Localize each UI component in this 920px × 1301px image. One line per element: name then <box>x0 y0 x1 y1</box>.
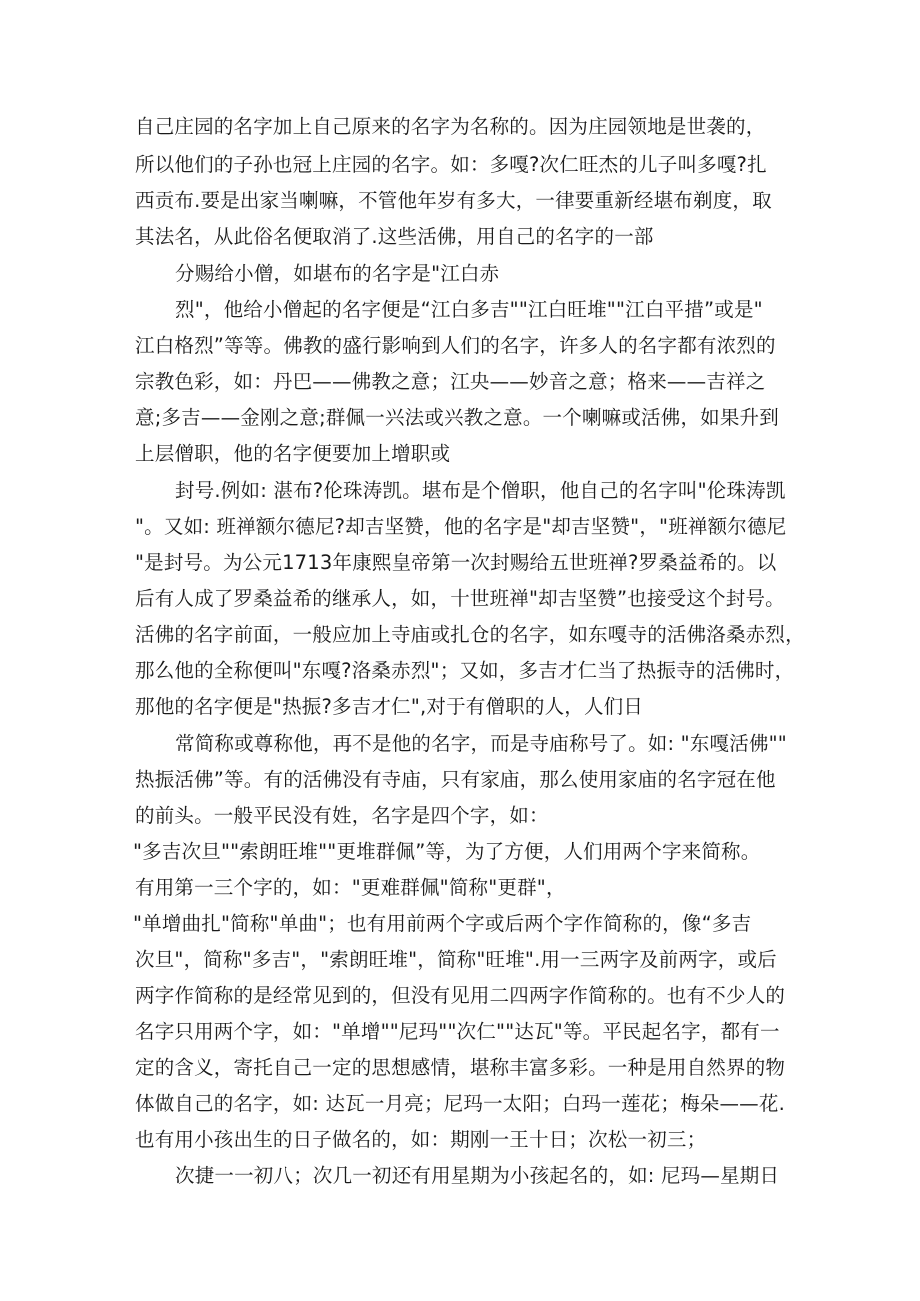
text-line: 那么他的全称便叫"东嘎?洛桑赤烈"；又如，多吉才仁当了热振寺的活佛时， <box>135 659 795 682</box>
text-line: 两字作简称的是经常见到的，但没有见用二四两字作简称的。也有不少人的 <box>135 984 786 1007</box>
text-line: 定的含义，寄托自己一定的思想感情，堪称丰富多彩。一种是用自然界的物 <box>135 1056 786 1079</box>
text-line: "是封号。为公元1713年康熙皇帝第一次封赐给五世班禅?罗桑益希的。以 <box>135 551 777 574</box>
text-line: 也有用小孩出生的日子做名的，如：期刚一王十日；次松一初三； <box>135 1128 707 1151</box>
text-line: 西贡布.要是出家当喇嘛，不管他年岁有多大，一律要重新经堪布剃度，取 <box>135 189 772 212</box>
text-line: 分赐给小僧，如堪布的名字是"江白赤 <box>175 262 500 285</box>
text-line: 烈"，他给小僧起的名字便是“江白多吉""江白旺堆""江白平措”或是" <box>175 298 763 321</box>
text-line: 那他的名字便是"热振?多吉才仁",对于有僧职的人，人们日 <box>135 695 644 718</box>
text-line: 次捷一一初八；次几一初还有用星期为小孩起名的，如: 尼玛—星期日 <box>175 1164 780 1187</box>
text-line: 体做自己的名字，如: 达瓦一月亮；尼玛一太阳；白玛一莲花；梅朵——花. <box>135 1092 785 1115</box>
text-line: 宗教色彩，如：丹巴——佛教之意；江央——妙音之意；格来——吉祥之 <box>135 370 766 393</box>
text-line: 上层僧职，他的名字便要加上增职或 <box>135 442 451 465</box>
text-line: 封号.例如: 湛布?伦珠涛凯。堪布是个僧职，他自己的名字叫"伦珠涛凯 <box>175 479 786 502</box>
text-line: 后有人成了罗桑益希的继承人，如，十世班禅"却吉坚赞”也接受这个封号。 <box>135 587 785 610</box>
text-line: 其法名，从此俗名便取消了.这些活佛，用自己的名字的一部 <box>135 225 654 248</box>
text-line: 活佛的名字前面，一般应加上寺庙或扎仓的名字，如东嘎寺的活佛洛桑赤烈， <box>135 623 805 646</box>
text-line: 自己庄园的名字加上自己原来的名字为名称的。因为庄园领地是世袭的， <box>135 115 766 138</box>
text-line: 热振活佛”等。有的活佛没有寺庙，只有家庙，那么使用家庙的名字冠在他 <box>135 768 776 791</box>
text-line: "。又如: 班禅额尔德尼?却吉坚赞，他的名字是"却吉坚赞"，"班禅额尔德尼 <box>135 515 787 538</box>
text-line: 所以他们的子孙也冠上庄园的名字。如：多嘎?次仁旺杰的儿子叫多嘎?扎 <box>135 153 767 176</box>
text-line: 的前头。一般平民没有姓，名字是四个字，如： <box>135 804 549 827</box>
text-line: 有用第一三个字的，如："更难群佩"简称"更群"， <box>135 876 566 899</box>
text-line: 名字只用两个字，如："单增""尼玛""次仁""达瓦"等。平民起名字，都有一 <box>135 1020 780 1043</box>
text-line: 江白格烈”等等。佛教的盛行影响到人们的名字，许多人的名字都有浓烈的 <box>135 334 776 357</box>
text-line: 意;多吉——金刚之意;群佩一兴法或兴教之意。一个喇嘛或活佛，如果升到 <box>135 406 779 429</box>
text-line: "多吉次旦""索朗旺堆""更堆群佩”等，为了方便，人们用两个字来简称。 <box>133 840 761 863</box>
text-line: 常简称或尊称他，再不是他的名字，而是寺庙称号了。如: "东嘎活佛"" <box>175 732 787 755</box>
text-line: 次旦"，简称"多吉"，"索朗旺堆"，简称"旺堆".用一三两字及前两字，或后 <box>135 948 777 971</box>
text-line: "单增曲扎"简称"单曲"；也有用前两个字或后两个字作简称的，像“多吉 <box>133 912 752 935</box>
